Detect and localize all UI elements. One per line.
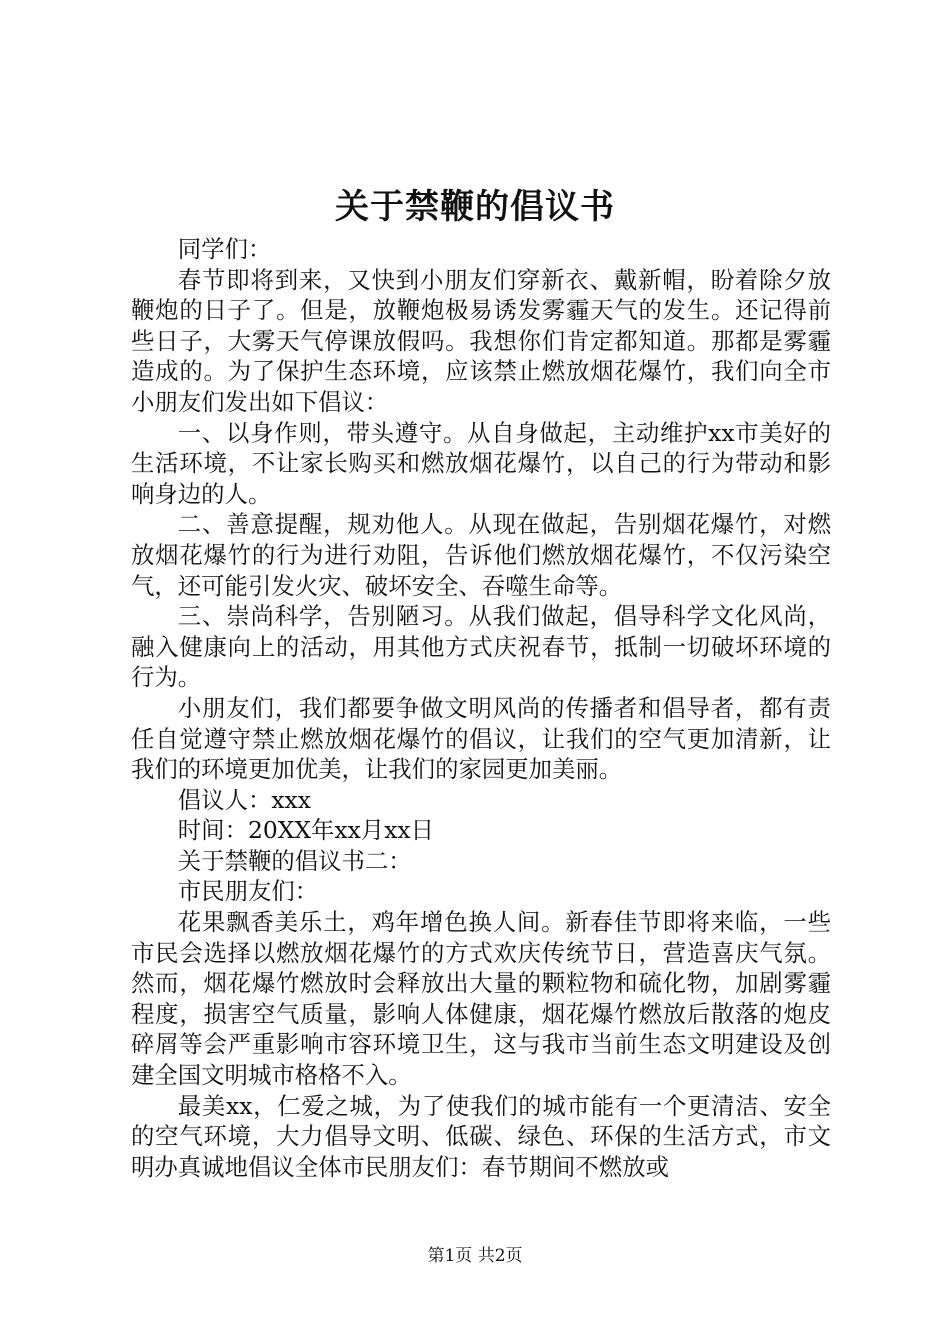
paragraph-second-intro: 花果飘香美乐土，鸡年增色换人间。新春佳节即将来临，一些市民会选择以燃放烟花爆竹的方式欢庆传统节日，营造喜庆气氛。然而，烟花爆竹燃放时会释放出大量的颗粒物和硫化物，加剧雾霾程度，损害空气质量，影响人体健康，烟花爆竹燃放后散落的炮皮碎屑等会严重影响市容环境卫生，这与我市当前生态文明建设及创建全国文明城市格格不入。: [131, 908, 831, 1090]
paragraph-intro: 春节即将到来，又快到小朋友们穿新衣、戴新帽，盼着除夕放鞭炮的日子了。但是，放鞭炮极易诱发雾霾天气的发生。还记得前些日子，大雾天气停课放假吗。我想你们肯定都知道。那都是雾霾造成的。为了保护生态环境，应该禁止燃放烟花爆竹，我们向全市小朋友们发出如下倡议：: [131, 265, 831, 416]
paragraph-item-3: 三、崇尚科学，告别陋习。从我们做起，倡导科学文化风尚，融入健康向上的活动，用其他方式庆祝春节，抵制一切破坏环境的行为。: [131, 602, 831, 692]
paragraph-second-title: 关于禁鞭的倡议书二：: [177, 846, 412, 875]
paragraph-closing: 小朋友们，我们都要争做文明风尚的传播者和倡导者，都有责任自觉遵守禁止燃放烟花爆竹的倡议，让我们的空气更加清新，让我们的环境更加优美，让我们的家园更加美丽。: [131, 693, 831, 784]
document-title: 关于禁鞭的倡议书: [335, 187, 615, 227]
paragraph-second-salutation: 市民朋友们：: [177, 877, 319, 906]
page-footer: 第1页 共2页: [427, 1246, 523, 1266]
paragraph-second-appeal: 最美xx，仁爱之城，为了使我们的城市能有一个更清洁、安全的空气环境，大力倡导文明、低碳、绿色、环保的生活方式，市文明办真诚地倡议全体市民朋友们：春节期间不燃放或: [131, 1091, 831, 1181]
paragraph-item-2: 二、善意提醒，规劝他人。从现在做起，告别烟花爆竹，对燃放烟花爆竹的行为进行劝阻，告诉他们燃放烟花爆竹，不仅污染空气，还可能引发火灾、破坏安全、吞噬生命等。: [131, 510, 831, 600]
paragraph-initiator: 倡议人：xxx: [177, 785, 311, 814]
paragraph-item-1: 一、以身作则，带头遵守。从自身做起，主动维护xx市美好的生活环境，不让家长购买和燃放烟花爆竹，以自己的行为带动和影响身边的人。: [131, 418, 831, 508]
document-body: [131, 234, 831, 1182]
paragraph-salutation: 同学们：: [177, 235, 272, 263]
paragraph-date: 时间：20XX年xx月xx日: [177, 816, 434, 845]
